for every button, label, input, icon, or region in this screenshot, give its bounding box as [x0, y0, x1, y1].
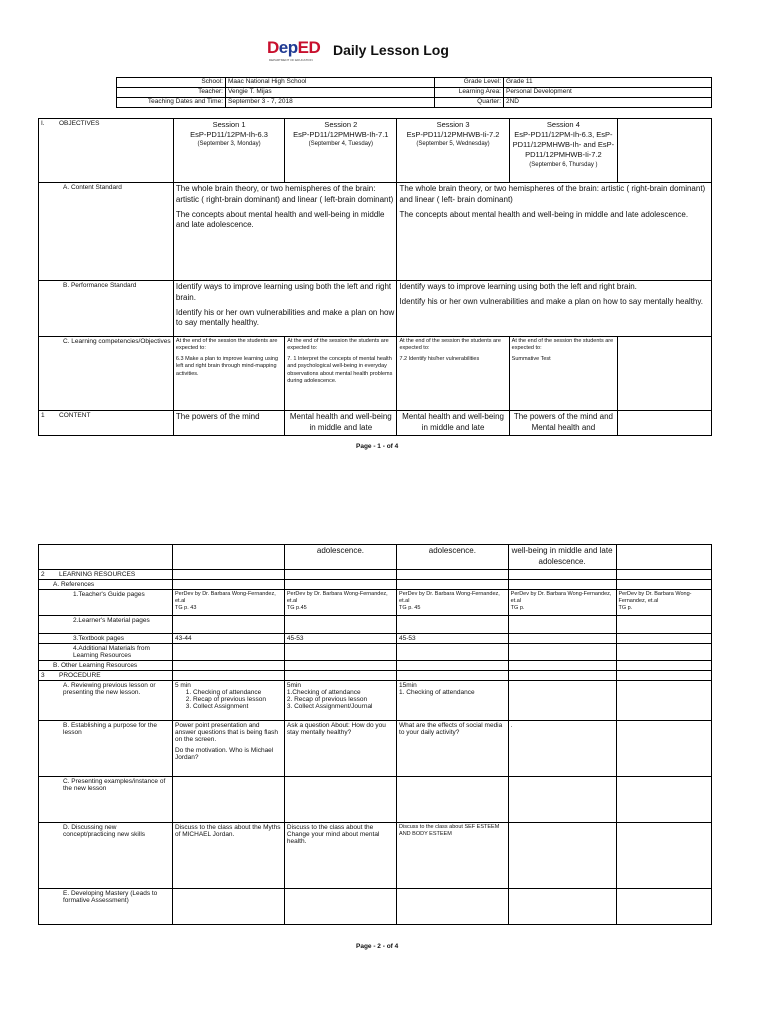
dev-blank-4: [508, 888, 616, 924]
tg-page-3: TG p. 45: [399, 604, 421, 611]
content-continued-label: [39, 545, 173, 570]
establish-session-2: Ask a question About: How do you stay mentally healthy?: [284, 720, 396, 776]
establish-1-text-a: Power point presentation and answer questions that is being flash on the screen.: [174, 721, 278, 743]
content-continued-3: adolescence.: [397, 545, 509, 570]
pres-blank-5: [616, 776, 712, 822]
review-1-item-1: 1. Checking of attendance: [193, 689, 282, 696]
teacher-value: Vengie T. Mijas: [226, 88, 435, 98]
lm-blank-4: [508, 615, 616, 633]
establish-session-3: What are the effects of social media to your daily activity?: [397, 720, 509, 776]
content-standard-sessions-3-5: [397, 183, 712, 281]
competency-session-2: [285, 337, 397, 411]
proc-blank-2: [284, 670, 396, 680]
deped-logo-subtext: DEPARTMENT OF EDUCATION: [269, 58, 313, 62]
session-2-date: (September 4, Tuesday): [308, 141, 373, 148]
textbook-session-1: 43-44: [172, 633, 284, 643]
competency-intro-3: At the end of the session the students are expected to:: [399, 338, 501, 352]
add-blank-3: [397, 643, 509, 660]
competency-intro-4: At the end of the session the students are expected to:: [511, 338, 614, 352]
textbook-session-2: 45-53: [284, 633, 396, 643]
session-4-date: (September 6, Thursday ): [529, 161, 598, 168]
performance-text-4: Identify his or her own vulnerabilities and make a plan on how to say mentally healthy.: [399, 296, 704, 306]
content-continued-1: [172, 545, 284, 570]
lm-blank-5: [616, 615, 712, 633]
ref-blank-2: [284, 579, 396, 589]
tg-ref-2: PerDev by Dr. Barbara Wong-Fernandez, et.al: [286, 590, 388, 604]
tg-session-4: [508, 589, 616, 615]
tg-session-1: [172, 589, 284, 615]
pres-blank-2: [284, 776, 396, 822]
establish-session-1: [172, 720, 284, 776]
dev-blank-5: [616, 888, 712, 924]
page-number-1: Page - 1 - of 4: [356, 443, 399, 450]
other-blank-5: [616, 660, 712, 670]
proc-blank-4: [508, 670, 616, 680]
ref-blank-4: [508, 579, 616, 589]
area-label: Learning Area:: [435, 88, 504, 98]
performance-standard-label: B. Performance Standard: [39, 281, 174, 337]
tg-session-5: [616, 589, 712, 615]
lr-blank-5: [616, 569, 712, 579]
content-standard-sessions-1-2: [173, 183, 397, 281]
review-2-time: 5min: [286, 681, 301, 689]
lr-blank-1: [172, 569, 284, 579]
session-3-title: Session 3: [436, 120, 470, 129]
establishing-purpose-label: B. Establishing a purpose for the lesson: [39, 720, 173, 776]
lr-blank-2: [284, 569, 396, 579]
add-blank-5: [616, 643, 712, 660]
lm-blank-3: [397, 615, 509, 633]
tb-blank-4: [508, 633, 616, 643]
learning-resources-header: 2 LEARNING RESOURCES: [39, 569, 173, 579]
quarter-value: 2ND: [504, 98, 712, 108]
discuss-session-2: Discuss to the class about the Change your mind about mental health.: [284, 822, 396, 888]
content-continued-2: adolescence.: [284, 545, 396, 570]
tg-ref-4: PerDev by Dr. Barbara Wong-Fernandez, et.al: [510, 590, 612, 604]
session-4-header: [509, 119, 617, 183]
review-2-item-2: 2. Recap of previous lesson: [286, 695, 368, 703]
grade-label: Grade Level:: [435, 78, 504, 88]
session-1-header: [173, 119, 284, 183]
review-1-item-2: 2. Recap of previous lesson: [193, 696, 282, 703]
content-standard-text-1: The whole brain theory, or two hemispheres of the brain: artistic ( right-brain dominant) and linear ( left-brain dominant): [175, 184, 394, 204]
competency-text-2: 7. 1 Interpret the concepts of mental health and psychological well-being in everyday observations about mental health problems during adolescence.: [287, 356, 393, 384]
lesson-log-table-page-2: [38, 544, 712, 925]
session-4-title: Session 4: [546, 120, 580, 129]
establish-blank-5: [616, 720, 712, 776]
deped-logo: [267, 36, 321, 66]
session-1-date: (September 3, Monday): [197, 141, 261, 148]
performance-text-1: Identify ways to improve learning using both the left and right brain.: [175, 282, 392, 302]
tb-blank-5: [616, 633, 712, 643]
proc-blank-5: [616, 670, 712, 680]
session-1-code: EsP-PD11/12PM-Ih-6.3: [190, 130, 268, 140]
other-blank-4: [508, 660, 616, 670]
session-3-header: [397, 119, 509, 183]
textbook-label: 3.Textbook pages: [39, 633, 173, 643]
content-session-1: The powers of the mind: [173, 411, 284, 436]
objectives-header: I. OBJECTIVES: [39, 119, 174, 183]
performance-text-3: Identify ways to improve learning using both the left and right brain.: [399, 282, 637, 291]
lr-blank-4: [508, 569, 616, 579]
developing-mastery-label: E. Developing Mastery (Leads to formative Assessment): [39, 888, 173, 924]
competency-session-4: [509, 337, 617, 411]
discussing-concept-label: D. Discussing new concept/practicing new skills: [39, 822, 173, 888]
pres-blank-4: [508, 776, 616, 822]
tg-ref-3: PerDev by Dr. Barbara Wong-Fernandez, et.al: [399, 590, 500, 604]
references-label: A. References: [39, 579, 173, 589]
lr-blank-3: [397, 569, 509, 579]
dev-blank-1: [172, 888, 284, 924]
performance-standard-sessions-1-2: [173, 281, 397, 337]
content-session-4: The powers of the mind and Mental health and: [509, 411, 617, 436]
content-session-5: [618, 411, 712, 436]
content-continued-5: [616, 545, 712, 570]
establish-session-4: .: [508, 720, 616, 776]
content-label: CONTENT: [59, 412, 91, 419]
presenting-examples-label: C. Presenting examples/instance of the new lesson: [39, 776, 173, 822]
tg-page-2: TG p.45: [286, 604, 307, 611]
tg-page-4: TG p.: [510, 604, 525, 611]
deped-logo-text: DepED: [267, 38, 321, 57]
dev-blank-3: [397, 888, 509, 924]
competency-session-1: [173, 337, 284, 411]
session-2-title: Session 2: [324, 120, 358, 129]
competency-session-5: [618, 337, 712, 411]
add-blank-1: [172, 643, 284, 660]
tg-session-2: [284, 589, 396, 615]
content-row-header: 1 CONTENT: [39, 411, 174, 436]
session-3-date: (September 5, Wednesday): [416, 141, 490, 148]
review-session-1: [172, 680, 284, 720]
discuss-session-3: Discuss to the class about SEF ESTEEM AND BODY ESTEEM: [397, 822, 509, 888]
competency-intro-1: At the end of the session the students are expected to:: [175, 338, 278, 352]
session-2-code: EsP-PD11/12PMHWB-Ih-7.1: [293, 130, 389, 140]
grade-value: Grade 11: [504, 78, 712, 88]
content-standard-text-3: The whole brain theory, or two hemispheres of the brain: artistic ( right-brain dominant) and linear ( left- brain dominant): [399, 184, 706, 204]
competency-session-3: [397, 337, 509, 411]
competency-text-3: 7.2 Identify his/her vulnerabilities: [399, 356, 480, 363]
review-blank-5: [616, 680, 712, 720]
discuss-blank-4: [508, 822, 616, 888]
other-blank-1: [172, 660, 284, 670]
review-session-2: [284, 680, 396, 720]
proc-blank-3: [397, 670, 509, 680]
teachers-guide-label: 1.Teacher's Guide pages: [39, 589, 173, 615]
ref-blank-3: [397, 579, 509, 589]
tg-session-3: [397, 589, 509, 615]
dates-label: Teaching Dates and Time:: [117, 98, 226, 108]
reviewing-lesson-label: A. Reviewing previous lesson or presenting the new lesson.: [39, 680, 173, 720]
competency-text-4: Summative Test: [511, 356, 551, 363]
pres-blank-3: [397, 776, 509, 822]
tg-page-5: TG p.: [618, 604, 633, 611]
objectives-label: OBJECTIVES: [59, 120, 100, 127]
other-blank-2: [284, 660, 396, 670]
performance-standard-sessions-3-5: [397, 281, 712, 337]
competencies-label: C. Learning competencies/Objectives: [39, 337, 174, 411]
teacher-label: Teacher:: [117, 88, 226, 98]
content-standard-label: A. Content Standard: [39, 183, 174, 281]
learners-material-label: 2.Learner's Material pages: [39, 615, 173, 633]
quarter-label: Quarter:: [435, 98, 504, 108]
competency-text-1: 6.3 Make a plan to improve learning using left and right brain through mind-mapping activities.: [175, 356, 279, 377]
ref-blank-1: [172, 579, 284, 589]
performance-text-2: Identify his or her own vulnerabilities and make a plan on how to say mentally healthy.: [175, 307, 395, 328]
review-3-time: 15min: [399, 681, 417, 689]
review-1-item-3: 3. Collect Assignment: [193, 703, 282, 710]
other-resources-label: B. Other Learning Resources: [39, 660, 173, 670]
school-info-table: [116, 77, 712, 108]
procedure-header: 3 PROCEDURE: [39, 670, 173, 680]
review-3-item-1: 1. Checking of attendance: [399, 688, 475, 696]
session-3-code: EsP-PD11/12PMHWB-Ii-7.2: [406, 130, 500, 140]
review-2-item-1: 1.Checking of attendance: [286, 688, 361, 696]
session-5-header: [618, 119, 712, 183]
tg-page-1: TG p. 43: [174, 604, 197, 611]
establish-1-text-b: Do the motivation. Who is Michael Jordan?: [174, 746, 274, 761]
lm-blank-1: [172, 615, 284, 633]
content-session-3: Mental health and well-being in middle and late: [397, 411, 509, 436]
dates-value: September 3 - 7, 2018: [226, 98, 435, 108]
tg-ref-5: PerDev by Dr. Barbara Wong-Fernandez, et.al: [618, 590, 692, 604]
content-standard-text-2: The concepts about mental health and well-being in middle and late adolescence.: [175, 209, 385, 230]
competency-intro-2: At the end of the session the students are expected to:: [287, 338, 389, 352]
discuss-blank-5: [616, 822, 712, 888]
review-1-time: 5 min: [174, 681, 191, 689]
textbook-session-3: 45-53: [397, 633, 509, 643]
page-number-2: Page - 2 - of 4: [356, 943, 399, 950]
session-2-header: [285, 119, 397, 183]
other-blank-3: [397, 660, 509, 670]
document-title: Daily Lesson Log: [333, 42, 449, 58]
area-value: Personal Development: [504, 88, 712, 98]
ref-blank-5: [616, 579, 712, 589]
review-2-item-3: 3. Collect Assignment/Journal: [286, 702, 373, 710]
additional-materials-label: 4.Additional Materials from Learning Resources: [39, 643, 173, 660]
dev-blank-2: [284, 888, 396, 924]
discuss-session-1: Discuss to the class about the Myths of MICHAEL Jordan.: [172, 822, 284, 888]
proc-blank-1: [172, 670, 284, 680]
add-blank-2: [284, 643, 396, 660]
review-blank-4: [508, 680, 616, 720]
lm-blank-2: [284, 615, 396, 633]
session-4-code: EsP-PD11/12PM-Ih-6.3, EsP-PD11/12PMHWB-Ih- and EsP-PD11/12PMHWB-Ii-7.2: [512, 130, 615, 160]
content-continued-4: well-being in middle and late adolescence.: [508, 545, 616, 570]
content-session-2: Mental health and well-being in middle and late: [285, 411, 397, 436]
school-label: School:: [117, 78, 226, 88]
tg-ref-1: PerDev by Dr. Barbara Wong-Fernandez, et.al: [174, 590, 276, 604]
school-value: Maac National High School: [226, 78, 435, 88]
lesson-log-table-page-1: [38, 118, 712, 436]
session-1-title: Session 1: [212, 120, 246, 129]
review-session-3: [397, 680, 509, 720]
add-blank-4: [508, 643, 616, 660]
pres-blank-1: [172, 776, 284, 822]
content-standard-text-4: The concepts about mental health and well-being in middle and late adolescence.: [399, 209, 689, 219]
